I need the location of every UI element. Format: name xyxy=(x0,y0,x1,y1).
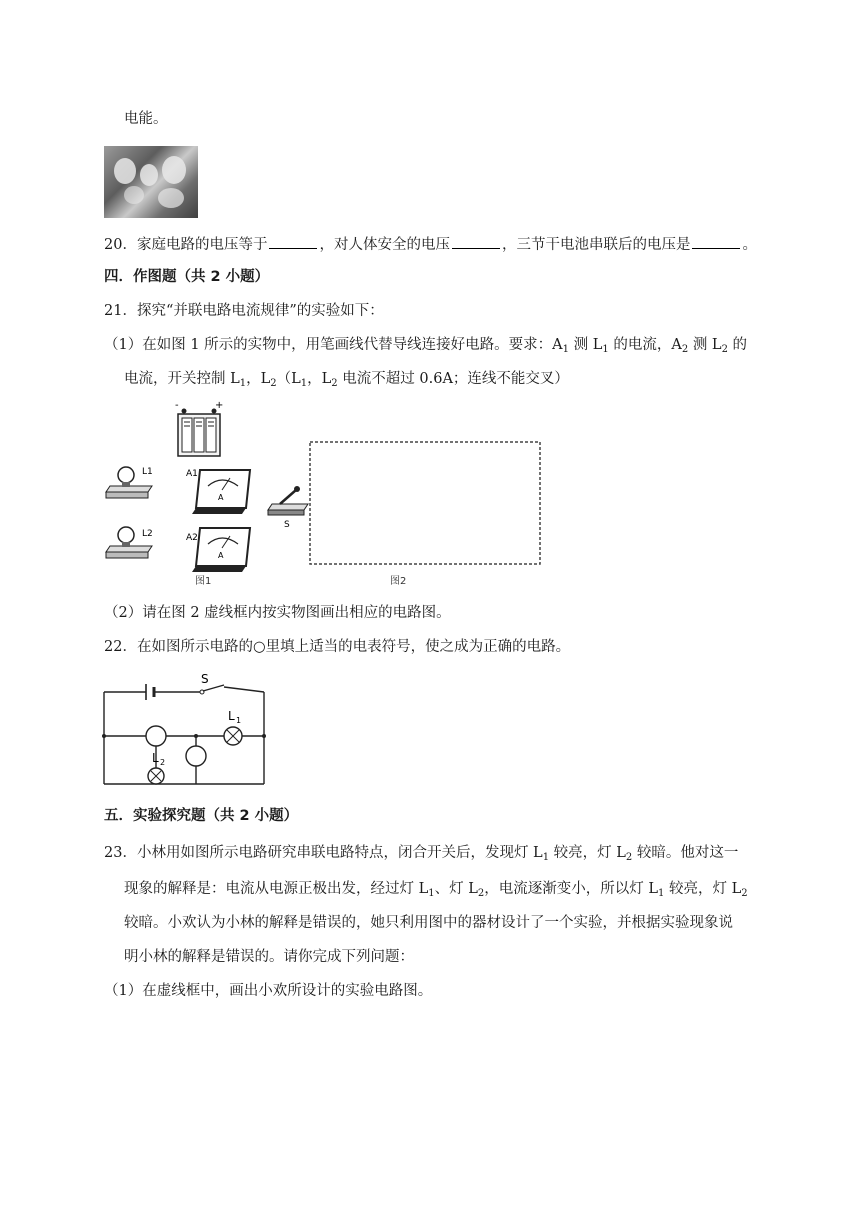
figure1-label: 图1 xyxy=(195,576,212,587)
section-5-heading: 五．实验探究题（共 2 小题） xyxy=(104,808,299,824)
svg-text:S: S xyxy=(284,520,290,530)
svg-text:A: A xyxy=(218,551,224,560)
answer-blank-1[interactable] xyxy=(269,234,317,249)
answer-blank-2[interactable] xyxy=(452,234,500,249)
lamp-l2-icon xyxy=(106,527,153,558)
switch-symbol xyxy=(200,672,224,694)
svg-text:L: L xyxy=(228,709,235,723)
question-23-part1: （1）在虚线框中，画出小欢所设计的实验电路图。 xyxy=(104,983,433,999)
q20-text-a: 20．家庭电路的电压等于 xyxy=(104,237,268,253)
svg-text:A1: A1 xyxy=(186,469,198,479)
svg-text:+: + xyxy=(215,400,224,411)
svg-text:A2: A2 xyxy=(186,533,198,543)
question-22: 22．在如图所示电路的○里填上适当的电表符号，使之成为正确的电路。 xyxy=(104,639,571,655)
question-21-part2: （2）请在图 2 虚线框内按实物图画出相应的电路图。 xyxy=(104,605,451,621)
lamp-l1-symbol xyxy=(224,709,242,745)
question-21: 21．探究“并联电路电流规律”的实验如下： xyxy=(104,303,384,319)
text-line-energy: 电能。 xyxy=(124,111,168,127)
figure2-label: 图2 xyxy=(390,576,407,587)
question-23-line3: 较暗。小欢认为小林的解释是错误的，她只利用图中的器材设计了一个实验，并根据实验现象说 xyxy=(124,915,733,931)
ammeter-a2-icon xyxy=(186,528,250,572)
svg-text:S: S xyxy=(201,672,209,686)
lamp-l1-icon xyxy=(106,467,153,498)
question-20 xyxy=(104,234,757,255)
question-21-part1-line2: 电流，开关控制 $L_1$，$L_2(L_1$，$L_2$ 电流不超过 0.6A；连线不能交叉） xyxy=(124,371,569,389)
question-23-line1: 23．小林用如图所示电路研究串联电路特点，闭合开关后，发现灯 $L_1$ 较亮，灯 $L_2$ 较暗。他对这一 xyxy=(104,845,739,863)
svg-text:2: 2 xyxy=(160,758,166,767)
svg-text:L2: L2 xyxy=(142,529,153,539)
meter-slot-2[interactable] xyxy=(186,746,206,766)
svg-text:L: L xyxy=(152,751,159,765)
figure2-dashed-box[interactable] xyxy=(310,442,540,564)
answer-blank-3[interactable] xyxy=(692,234,740,249)
lamp-l2-symbol xyxy=(148,751,165,784)
battery-symbol xyxy=(146,684,154,700)
question-21-part1-line1: （1）在如图 1 所示的实物中，用笔画线代替导线连接好电路。要求：$A_1$ 测 $L_1$ 的电流，$A_2$ 测 $L_2$ 的 xyxy=(104,337,748,355)
svg-text:-: - xyxy=(175,400,179,411)
meter-slot-1[interactable] xyxy=(146,726,166,746)
section-4-heading: 四．作图题（共 2 小题） xyxy=(104,269,270,285)
svg-text:1: 1 xyxy=(236,716,242,725)
q20-text-c: ，三节干电池串联后的电压是 xyxy=(501,237,691,253)
switch-s-icon xyxy=(268,486,308,530)
svg-text:L1: L1 xyxy=(142,467,153,477)
apparatus-figure xyxy=(100,400,545,592)
battery-photo xyxy=(104,146,198,218)
question-23-line4: 明小林的解释是错误的。请你完成下列问题： xyxy=(124,949,414,965)
circuit-diagram-q22 xyxy=(100,672,270,794)
ammeter-a1-icon xyxy=(186,469,250,514)
q20-text-d: 。 xyxy=(742,237,757,253)
battery-pack-icon xyxy=(175,400,223,456)
question-23-line2: 现象的解释是：电流从电源正极出发，经过灯 $L_1$、灯 $L_2$，电流逐渐变小，所以灯 $L_1$ 较亮，灯 $L_2$ xyxy=(124,881,748,899)
q20-text-b: ，对人体安全的电压 xyxy=(319,237,450,253)
svg-text:A: A xyxy=(218,493,224,502)
